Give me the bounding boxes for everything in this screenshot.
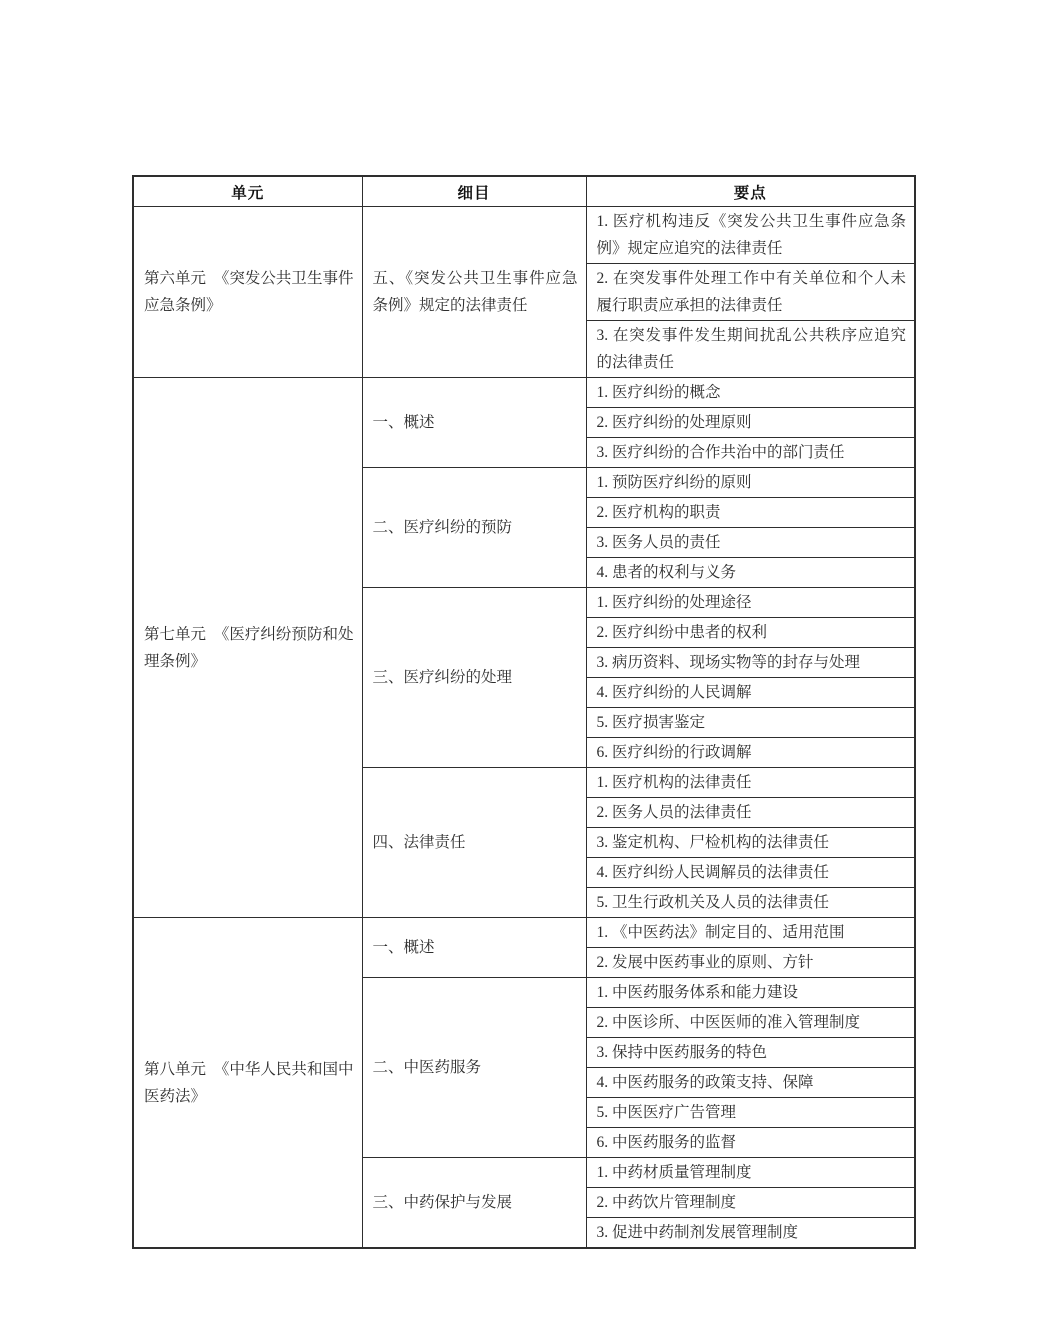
subsection-cell: 三、中药保护与发展: [362, 1158, 586, 1249]
point-cell: 1. 医疗机构违反《突发公共卫生事件应急条例》规定应追究的法律责任: [586, 207, 915, 264]
point-cell: 6. 中医药服务的监督: [586, 1128, 915, 1158]
point-cell: 2. 中医诊所、中医医师的准入管理制度: [586, 1008, 915, 1038]
subsection-cell: 四、法律责任: [362, 768, 586, 918]
point-cell: 2. 医疗纠纷的处理原则: [586, 408, 915, 438]
point-cell: 2. 医疗纠纷中患者的权利: [586, 618, 915, 648]
point-cell: 2. 中药饮片管理制度: [586, 1188, 915, 1218]
subsection-cell: 一、概述: [362, 918, 586, 978]
point-cell: 1. 《中医药法》制定目的、适用范围: [586, 918, 915, 948]
point-cell: 2. 发展中医药事业的原则、方针: [586, 948, 915, 978]
table-header: [133, 176, 915, 207]
subsection-cell: 二、中医药服务: [362, 978, 586, 1158]
header-row: [133, 176, 915, 207]
point-cell: 2. 在突发事件处理工作中有关单位和个人未履行职责应承担的法律责任: [586, 264, 915, 321]
subsection-cell: 一、概述: [362, 378, 586, 468]
point-cell: 5. 卫生行政机关及人员的法律责任: [586, 888, 915, 918]
point-cell: 1. 医疗纠纷的概念: [586, 378, 915, 408]
point-cell: 1. 预防医疗纠纷的原则: [586, 468, 915, 498]
table-body: [133, 207, 915, 1249]
point-cell: 2. 医疗机构的职责: [586, 498, 915, 528]
column-header-detail: 细目: [362, 176, 586, 207]
point-cell: 3. 病历资料、现场实物等的封存与处理: [586, 648, 915, 678]
point-cell: 1. 中医药服务体系和能力建设: [586, 978, 915, 1008]
point-cell: 2. 医务人员的法律责任: [586, 798, 915, 828]
column-header-points: 要点: [586, 176, 915, 207]
unit-cell: 第七单元 《医疗纠纷预防和处理条例》: [133, 378, 362, 918]
point-cell: 4. 医疗纠纷人民调解员的法律责任: [586, 858, 915, 888]
table-row: [133, 918, 915, 948]
syllabus-table: [132, 175, 916, 1249]
point-cell: 3. 保持中医药服务的特色: [586, 1038, 915, 1068]
point-cell: 4. 医疗纠纷的人民调解: [586, 678, 915, 708]
column-header-unit: 单元: [133, 176, 362, 207]
point-cell: 6. 医疗纠纷的行政调解: [586, 738, 915, 768]
unit-cell: 第八单元 《中华人民共和国中医药法》: [133, 918, 362, 1249]
point-cell: 3. 促进中药制剂发展管理制度: [586, 1218, 915, 1249]
table-row: [133, 378, 915, 408]
unit-cell: 第六单元 《突发公共卫生事件应急条例》: [133, 207, 362, 378]
point-cell: 3. 在突发事件发生期间扰乱公共秩序应追究的法律责任: [586, 321, 915, 378]
point-cell: 1. 医疗纠纷的处理途径: [586, 588, 915, 618]
point-cell: 3. 医务人员的责任: [586, 528, 915, 558]
point-cell: 4. 患者的权利与义务: [586, 558, 915, 588]
point-cell: 1. 医疗机构的法律责任: [586, 768, 915, 798]
point-cell: 3. 鉴定机构、尸检机构的法律责任: [586, 828, 915, 858]
point-cell: 5. 医疗损害鉴定: [586, 708, 915, 738]
point-cell: 1. 中药材质量管理制度: [586, 1158, 915, 1188]
subsection-cell: 三、医疗纠纷的处理: [362, 588, 586, 768]
point-cell: 5. 中医医疗广告管理: [586, 1098, 915, 1128]
point-cell: 3. 医疗纠纷的合作共治中的部门责任: [586, 438, 915, 468]
table-row: [133, 207, 915, 264]
subsection-cell: 二、医疗纠纷的预防: [362, 468, 586, 588]
subsection-cell: 五、《突发公共卫生事件应急条例》规定的法律责任: [362, 207, 586, 378]
point-cell: 4. 中医药服务的政策支持、保障: [586, 1068, 915, 1098]
